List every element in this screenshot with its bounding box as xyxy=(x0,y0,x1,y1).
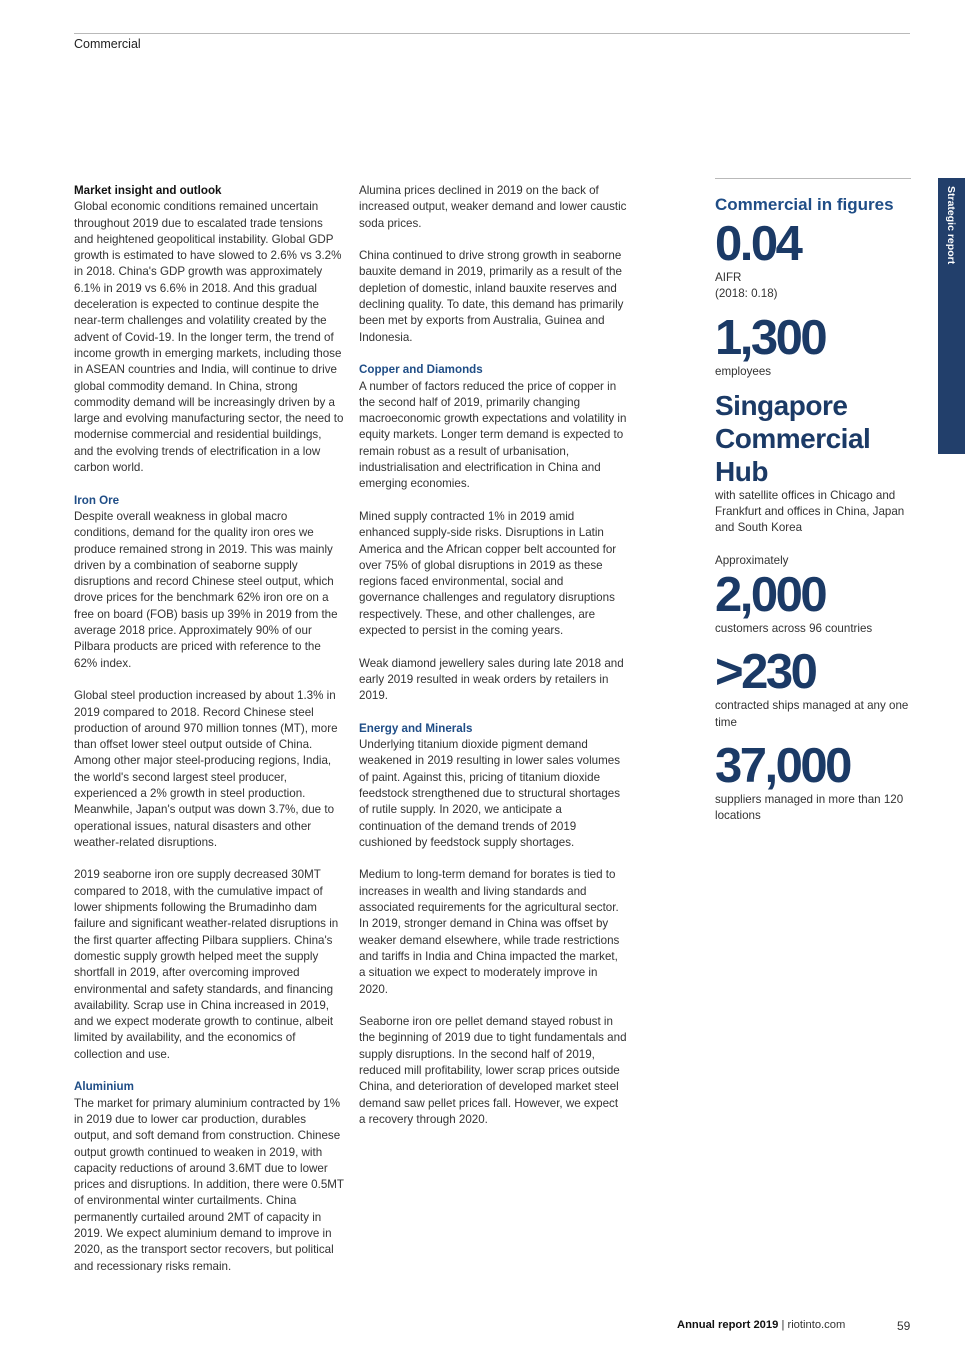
footer-report xyxy=(677,1319,845,1331)
paragraph-energy-3: Seaborne iron ore pellet demand stayed robust in the beginning of 2019 due to tight fundamentals and supply disruptions. In the second half of 2019, reduced mill profitability, lower scrap prices outside China, and deterioration of developed market steel demand saw pellet prices fall. However, we expect a recovery through 2020. xyxy=(359,1015,627,1126)
footer-report-title: Annual report 2019 xyxy=(677,1319,779,1331)
footer-website[interactable]: riotinto.com xyxy=(787,1319,846,1331)
strategic-report-tab[interactable] xyxy=(938,178,965,454)
header-rule xyxy=(74,33,910,34)
page-number: 59 xyxy=(897,1319,911,1333)
column-left xyxy=(74,183,344,1291)
paragraph-iron-ore-1: Despite overall weakness in global macro conditions, demand for the quality iron ores we produce remained strong in 2019. This was mainly driven by a combination of seaborne supply disruptions and record Chinese steel output, which drove prices for the benchmark 62% iron ore on a free on board (FOB) basis up 39% in 2019 from the average 2018 price. Approximately 90% of our Pilbara products are priced with reference to the 62% index. xyxy=(74,509,338,670)
customers-value: 2,000 xyxy=(715,568,826,623)
figures-panel xyxy=(715,178,911,825)
suppliers-label: suppliers managed in more than 120 locations xyxy=(715,792,904,823)
aifr-prior: (2018: 0.18) xyxy=(715,287,778,301)
paragraph-iron-ore-2: Global steel production increased by about 1.3% in 2019 compared to 2018. Record Chinese steel production of around 970 million tonnes (MT), more than offset lower steel output outside of China. Among other major steel-producing regions, India, the world's second largest steel producer, experienced a 2% growth in steel production. Meanwhile, Japan's output was down 3.7%, due to operational issues, natural disasters and other weather-related disruptions. xyxy=(74,689,338,849)
paragraph-copper-3: Weak diamond jewellery sales during late 2018 and early 2019 resulted in weak orders by retailers in 2019. xyxy=(359,656,624,703)
ships-value: >230 xyxy=(715,645,816,700)
hub-label: with satellite offices in Chicago and Frankfurt and offices in China, Japan and South Korea xyxy=(715,488,905,535)
heading-iron-ore: Iron Ore xyxy=(74,493,120,507)
paragraph-market-insight: Global economic conditions remained uncertain throughout 2019 due to escalated trade tensions and heightened geopolitical instability. Global GDP growth is estimated to have slowed to 2.6% vs 3.2% in 2018. China's GDP growth was approximately 6.1% in 2019 vs 6.6% in 2018. And this gradual deceleration is expected to continue despite the near-term challenges and volatility created by the advent of Covid-19. In the longer term, the trend of income growth in emerging markets, including those in ASEAN countries and India, will continue to drive global commodity demand. In China, strong commodity demand will be increasingly driven by a large and evolving manufacturing sector, the need to modernise commercial and residential buildings, and the evolving trends of electrification in a low carbon world. xyxy=(74,200,344,475)
hub-title-line2: Commercial xyxy=(715,422,871,454)
customers-label: customers across 96 countries xyxy=(715,622,873,636)
hub-title-line3: Hub xyxy=(715,455,768,487)
paragraph-aluminium: The market for primary aluminium contracted by 1% in 2019 due to lower car production, durables output, and soft demand from construction. Chinese output growth continued to weaken in 2019, with capacity reductions of around 3.6MT due to lower prices and disruptions. In addition, there were 0.5MT of environmental winter curtailments. China permanently curtailed around 2MT of capacity in 2019. We expect aluminium demand to improve in 2020, as the transport sector recovers, but political and recessionary risks remain. xyxy=(74,1096,344,1273)
aifr-label: AIFR xyxy=(715,271,742,284)
heading-market-insight: Market insight and outlook xyxy=(74,184,222,197)
figures-rule xyxy=(715,178,911,179)
paragraph-energy-1: Underlying titanium dioxide pigment demand weakened in 2019 resulting in lower sales volumes of paint. Against this, pricing of titanium dioxide feedstock strengthened due to structural shortages of rutile supply. In 2020, we anticipate a continuation of the demand trends of 2019 cushioned by feedstock supply shortages. xyxy=(359,738,621,849)
section-title: Commercial xyxy=(74,37,141,51)
paragraph-iron-ore-3: 2019 seaborne iron ore supply decreased 30MT compared to 2018, with the cumulative impact of lower shipments following the Brumadinho dam failure and significant weather-related disruptions in the first quarter affecting Pilbara suppliers. China's domestic supply growth helped meet the supply shortfall in 2019, after overcoming improved environmental and safety standards, and financing availability. Scrap use in China increased in 2019, and we expect moderate growth to continue, albeit limited by availability, and the economics of collection and use. xyxy=(74,868,339,1061)
heading-copper-diamonds: Copper and Diamonds xyxy=(359,363,483,377)
figures-heading: Commercial in figures xyxy=(715,195,894,214)
employees-label: employees xyxy=(715,364,772,378)
footer-separator: | xyxy=(781,1319,785,1331)
paragraph-bauxite: China continued to drive strong growth in seaborne bauxite demand in 2019, primarily as a result of the depletion of domestic, inland bauxite reserves and declining quality. To date, this demand has primarily been met by exports from Australia, Guinea and Indonesia. xyxy=(359,249,624,344)
strategic-report-tab-label: Strategic report xyxy=(945,186,957,265)
column-middle xyxy=(359,183,627,1145)
aifr-value: 0.04 xyxy=(715,217,801,271)
employees-value: 1,300 xyxy=(715,310,826,365)
heading-energy-minerals: Energy and Minerals xyxy=(359,721,473,735)
ships-label: contracted ships managed at any one time xyxy=(715,699,909,729)
paragraph-copper-1: A number of factors reduced the price of copper in the second half of 2019, primarily changing macroeconomic growth expectations and volatility in equity markets. Longer term demand is expected to remain robust as a result of urbanisation, industrialisation and electrification in China and emerging economies. xyxy=(359,379,627,491)
customers-prefix: Approximately xyxy=(715,553,789,567)
suppliers-value: 37,000 xyxy=(715,738,850,793)
hub-title-line1: Singapore xyxy=(715,389,848,421)
paragraph-copper-2: Mined supply contracted 1% in 2019 amid enhanced supply-side risks. Disruptions in Latin America and the African copper belt accounted for over 75% of global disruptions in 2019 as these regions faced environmental, social and governance challenges and regulatory disruptions respectively. These, and other challenges, are expected to persist in the coming years. xyxy=(359,509,617,638)
paragraph-energy-2: Medium to long-term demand for borates is tied to increases in wealth and living standards and associated requirements for the agricultural sector. In 2019, stronger demand in China was offset by weaker demand elsewhere, while trade restrictions and tariffs in India and China impacted the market, a situation we expect to moderately improve in 2020. xyxy=(359,868,620,996)
paragraph-alumina: Alumina prices declined in 2019 on the back of increased output, weaker demand and lower caustic soda prices. xyxy=(359,184,627,230)
heading-aluminium: Aluminium xyxy=(74,1080,134,1094)
